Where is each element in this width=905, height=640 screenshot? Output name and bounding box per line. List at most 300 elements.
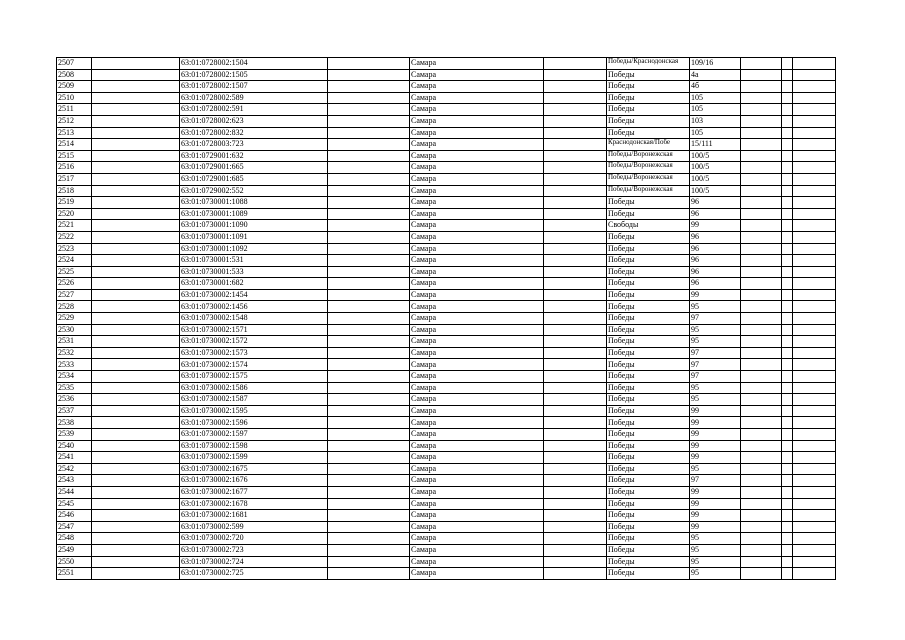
table-row — [57, 556, 836, 568]
blank-cell — [782, 255, 793, 267]
row-number-cell: 2513 — [57, 127, 92, 139]
house-cell: 99 — [690, 498, 741, 510]
blank-cell — [92, 533, 180, 545]
blank-cell — [741, 150, 782, 162]
table-row — [57, 452, 836, 464]
blank-cell — [741, 405, 782, 417]
blank-cell — [544, 347, 607, 359]
street-cell: Победы — [607, 556, 690, 568]
blank-cell — [92, 58, 180, 70]
blank-cell — [544, 231, 607, 243]
blank-cell — [782, 568, 793, 580]
blank-cell — [793, 220, 836, 232]
blank-cell — [92, 185, 180, 197]
street-cell: Победы — [607, 359, 690, 371]
table-row — [57, 440, 836, 452]
row-number-cell: 2520 — [57, 208, 92, 220]
table-row — [57, 429, 836, 441]
cadastral-number-cell: 63:01:0730001:1089 — [180, 208, 328, 220]
street-cell: Краснодонская/Побе — [607, 139, 690, 151]
blank-cell — [793, 382, 836, 394]
blank-cell — [92, 278, 180, 290]
blank-cell — [544, 58, 607, 70]
house-cell: 99 — [690, 452, 741, 464]
blank-cell — [544, 475, 607, 487]
blank-cell — [92, 313, 180, 325]
row-number-cell: 2527 — [57, 289, 92, 301]
blank-cell — [544, 266, 607, 278]
street-cell: Победы — [607, 266, 690, 278]
blank-cell — [793, 255, 836, 267]
cadastral-number-cell: 63:01:0730001:533 — [180, 266, 328, 278]
house-cell: 95 — [690, 556, 741, 568]
cadastral-number-cell: 63:01:0730002:1596 — [180, 417, 328, 429]
blank-cell — [544, 521, 607, 533]
table-row — [57, 173, 836, 185]
blank-cell — [782, 313, 793, 325]
blank-cell — [782, 289, 793, 301]
blank-cell — [782, 359, 793, 371]
blank-cell — [328, 486, 410, 498]
row-number-cell: 2511 — [57, 104, 92, 116]
blank-cell — [92, 289, 180, 301]
blank-cell — [92, 92, 180, 104]
blank-cell — [328, 521, 410, 533]
row-number-cell: 2543 — [57, 475, 92, 487]
blank-cell — [92, 544, 180, 556]
city-cell: Самара — [410, 301, 544, 313]
blank-cell — [328, 220, 410, 232]
blank-cell — [782, 69, 793, 81]
blank-cell — [328, 173, 410, 185]
blank-cell — [328, 394, 410, 406]
blank-cell — [328, 162, 410, 174]
cadastral-number-cell: 63:01:0730002:724 — [180, 556, 328, 568]
city-cell: Самара — [410, 324, 544, 336]
cadastral-number-cell: 63:01:0730002:1587 — [180, 394, 328, 406]
cadastral-number-cell: 63:01:0728002:591 — [180, 104, 328, 116]
cadastral-number-cell: 63:01:0730002:725 — [180, 568, 328, 580]
row-number-cell: 2516 — [57, 162, 92, 174]
house-cell: 95 — [690, 301, 741, 313]
blank-cell — [92, 150, 180, 162]
blank-cell — [544, 81, 607, 93]
blank-cell — [782, 521, 793, 533]
house-cell: 100/5 — [690, 162, 741, 174]
city-cell: Самара — [410, 463, 544, 475]
blank-cell — [544, 301, 607, 313]
blank-cell — [741, 104, 782, 116]
blank-cell — [793, 301, 836, 313]
blank-cell — [782, 429, 793, 441]
city-cell: Самара — [410, 452, 544, 464]
blank-cell — [793, 115, 836, 127]
cadastral-number-cell: 63:01:0728002:832 — [180, 127, 328, 139]
city-cell: Самара — [410, 150, 544, 162]
street-cell: Победы — [607, 394, 690, 406]
row-number-cell: 2518 — [57, 185, 92, 197]
blank-cell — [793, 463, 836, 475]
cadastral-number-cell: 63:01:0730002:1599 — [180, 452, 328, 464]
blank-cell — [782, 544, 793, 556]
blank-cell — [782, 127, 793, 139]
street-cell: Победы — [607, 255, 690, 267]
row-number-cell: 2514 — [57, 139, 92, 151]
blank-cell — [741, 197, 782, 209]
house-cell: 4б — [690, 81, 741, 93]
table-row — [57, 544, 836, 556]
city-cell: Самара — [410, 197, 544, 209]
blank-cell — [741, 382, 782, 394]
blank-cell — [92, 429, 180, 441]
house-cell: 99 — [690, 220, 741, 232]
street-cell: Победы/Краснодонская — [607, 58, 690, 70]
cadastral-number-cell: 63:01:0730002:1548 — [180, 313, 328, 325]
blank-cell — [782, 463, 793, 475]
house-cell: 103 — [690, 115, 741, 127]
house-cell: 96 — [690, 208, 741, 220]
blank-cell — [92, 336, 180, 348]
blank-cell — [741, 394, 782, 406]
blank-cell — [741, 278, 782, 290]
blank-cell — [328, 463, 410, 475]
blank-cell — [793, 452, 836, 464]
street-cell: Победы — [607, 278, 690, 290]
street-cell: Свободы — [607, 220, 690, 232]
blank-cell — [793, 440, 836, 452]
blank-cell — [328, 544, 410, 556]
blank-cell — [544, 544, 607, 556]
street-cell: Победы — [607, 81, 690, 93]
blank-cell — [92, 382, 180, 394]
street-cell: Победы — [607, 127, 690, 139]
house-cell: 97 — [690, 475, 741, 487]
blank-cell — [782, 139, 793, 151]
street-cell: Победы/Воронежская — [607, 162, 690, 174]
blank-cell — [328, 231, 410, 243]
blank-cell — [782, 475, 793, 487]
street-cell: Победы — [607, 440, 690, 452]
street-cell: Победы — [607, 336, 690, 348]
cadastral-number-cell: 63:01:0730001:1088 — [180, 197, 328, 209]
blank-cell — [544, 92, 607, 104]
blank-cell — [92, 347, 180, 359]
blank-cell — [741, 336, 782, 348]
blank-cell — [544, 150, 607, 162]
house-cell: 97 — [690, 359, 741, 371]
blank-cell — [92, 127, 180, 139]
blank-cell — [793, 544, 836, 556]
blank-cell — [793, 394, 836, 406]
table-row — [57, 289, 836, 301]
blank-cell — [782, 371, 793, 383]
house-cell: 95 — [690, 463, 741, 475]
blank-cell — [92, 81, 180, 93]
blank-cell — [793, 208, 836, 220]
blank-cell — [92, 220, 180, 232]
table-row — [57, 417, 836, 429]
blank-cell — [782, 394, 793, 406]
table-row — [57, 359, 836, 371]
cadastral-number-cell: 63:01:0730002:1575 — [180, 371, 328, 383]
street-cell: Победы — [607, 231, 690, 243]
house-cell: 99 — [690, 429, 741, 441]
city-cell: Самара — [410, 568, 544, 580]
blank-cell — [782, 92, 793, 104]
blank-cell — [544, 463, 607, 475]
city-cell: Самара — [410, 208, 544, 220]
blank-cell — [92, 568, 180, 580]
blank-cell — [793, 336, 836, 348]
city-cell: Самара — [410, 486, 544, 498]
street-cell: Победы — [607, 429, 690, 441]
row-number-cell: 2522 — [57, 231, 92, 243]
cadastral-number-cell: 63:01:0730002:1595 — [180, 405, 328, 417]
cadastral-number-cell: 63:01:0730002:1678 — [180, 498, 328, 510]
city-cell: Самара — [410, 220, 544, 232]
table-row — [57, 568, 836, 580]
blank-cell — [328, 197, 410, 209]
blank-cell — [741, 266, 782, 278]
blank-cell — [544, 452, 607, 464]
house-cell: 100/5 — [690, 150, 741, 162]
city-cell: Самара — [410, 417, 544, 429]
blank-cell — [544, 556, 607, 568]
blank-cell — [544, 405, 607, 417]
row-number-cell: 2531 — [57, 336, 92, 348]
city-cell: Самара — [410, 371, 544, 383]
row-number-cell: 2551 — [57, 568, 92, 580]
blank-cell — [92, 463, 180, 475]
table-row — [57, 266, 836, 278]
house-cell: 109/16 — [690, 58, 741, 70]
blank-cell — [544, 220, 607, 232]
blank-cell — [741, 220, 782, 232]
blank-cell — [92, 173, 180, 185]
city-cell: Самара — [410, 139, 544, 151]
blank-cell — [328, 266, 410, 278]
blank-cell — [544, 440, 607, 452]
row-number-cell: 2510 — [57, 92, 92, 104]
blank-cell — [92, 452, 180, 464]
blank-cell — [741, 81, 782, 93]
cadastral-number-cell: 63:01:0729002:552 — [180, 185, 328, 197]
blank-cell — [328, 324, 410, 336]
blank-cell — [92, 405, 180, 417]
row-number-cell: 2508 — [57, 69, 92, 81]
table-row — [57, 521, 836, 533]
city-cell: Самара — [410, 255, 544, 267]
blank-cell — [741, 313, 782, 325]
city-cell: Самара — [410, 347, 544, 359]
blank-cell — [782, 220, 793, 232]
table-row — [57, 208, 836, 220]
blank-cell — [793, 243, 836, 255]
house-cell: 99 — [690, 510, 741, 522]
blank-cell — [328, 336, 410, 348]
blank-cell — [793, 556, 836, 568]
blank-cell — [782, 197, 793, 209]
blank-cell — [793, 405, 836, 417]
row-number-cell: 2530 — [57, 324, 92, 336]
cadastral-number-cell: 63:01:0730001:1091 — [180, 231, 328, 243]
blank-cell — [741, 498, 782, 510]
blank-cell — [741, 127, 782, 139]
blank-cell — [544, 313, 607, 325]
blank-cell — [782, 324, 793, 336]
blank-cell — [92, 162, 180, 174]
blank-cell — [793, 266, 836, 278]
row-number-cell: 2528 — [57, 301, 92, 313]
blank-cell — [328, 382, 410, 394]
blank-cell — [741, 58, 782, 70]
house-cell: 95 — [690, 544, 741, 556]
house-cell: 105 — [690, 127, 741, 139]
blank-cell — [544, 197, 607, 209]
street-cell: Победы/Воронежская — [607, 185, 690, 197]
blank-cell — [544, 486, 607, 498]
blank-cell — [793, 313, 836, 325]
street-cell: Победы — [607, 197, 690, 209]
house-cell: 4а — [690, 69, 741, 81]
blank-cell — [328, 475, 410, 487]
blank-cell — [328, 429, 410, 441]
cadastral-number-cell: 63:01:0730002:1677 — [180, 486, 328, 498]
table-row — [57, 231, 836, 243]
city-cell: Самара — [410, 533, 544, 545]
cadastral-number-cell: 63:01:0728003:723 — [180, 139, 328, 151]
blank-cell — [741, 544, 782, 556]
cadastral-number-cell: 63:01:0730002:1572 — [180, 336, 328, 348]
blank-cell — [544, 115, 607, 127]
row-number-cell: 2532 — [57, 347, 92, 359]
blank-cell — [741, 429, 782, 441]
blank-cell — [793, 510, 836, 522]
blank-cell — [92, 498, 180, 510]
house-cell: 97 — [690, 371, 741, 383]
table-row — [57, 139, 836, 151]
blank-cell — [782, 58, 793, 70]
blank-cell — [741, 243, 782, 255]
blank-cell — [782, 115, 793, 127]
table-row — [57, 104, 836, 116]
blank-cell — [92, 197, 180, 209]
blank-cell — [793, 197, 836, 209]
blank-cell — [741, 452, 782, 464]
table-row — [57, 150, 836, 162]
cadastral-number-cell: 63:01:0730002:1571 — [180, 324, 328, 336]
blank-cell — [328, 417, 410, 429]
cadastral-number-cell: 63:01:0728002:1507 — [180, 81, 328, 93]
blank-cell — [741, 568, 782, 580]
cadastral-number-cell: 63:01:0730002:1456 — [180, 301, 328, 313]
blank-cell — [328, 405, 410, 417]
row-number-cell: 2535 — [57, 382, 92, 394]
blank-cell — [741, 521, 782, 533]
city-cell: Самара — [410, 382, 544, 394]
cadastral-number-cell: 63:01:0730002:1675 — [180, 463, 328, 475]
blank-cell — [793, 92, 836, 104]
row-number-cell: 2538 — [57, 417, 92, 429]
row-number-cell: 2526 — [57, 278, 92, 290]
cadastral-number-cell: 63:01:0729001:685 — [180, 173, 328, 185]
blank-cell — [544, 394, 607, 406]
street-cell: Победы/Воронежская — [607, 173, 690, 185]
blank-cell — [328, 289, 410, 301]
row-number-cell: 2519 — [57, 197, 92, 209]
blank-cell — [328, 313, 410, 325]
street-cell: Победы — [607, 92, 690, 104]
blank-cell — [782, 301, 793, 313]
blank-cell — [92, 301, 180, 313]
cadastral-number-cell: 63:01:0728002:623 — [180, 115, 328, 127]
blank-cell — [544, 104, 607, 116]
table-row — [57, 58, 836, 70]
blank-cell — [782, 208, 793, 220]
row-number-cell: 2515 — [57, 150, 92, 162]
blank-cell — [544, 185, 607, 197]
blank-cell — [793, 58, 836, 70]
blank-cell — [741, 324, 782, 336]
blank-cell — [741, 510, 782, 522]
blank-cell — [793, 371, 836, 383]
blank-cell — [92, 486, 180, 498]
cadastral-number-cell: 63:01:0730002:599 — [180, 521, 328, 533]
blank-cell — [793, 173, 836, 185]
blank-cell — [544, 429, 607, 441]
house-cell: 95 — [690, 336, 741, 348]
blank-cell — [328, 498, 410, 510]
cadastral-number-cell: 63:01:0730002:1454 — [180, 289, 328, 301]
row-number-cell: 2524 — [57, 255, 92, 267]
city-cell: Самара — [410, 556, 544, 568]
cadastral-number-cell: 63:01:0728002:589 — [180, 92, 328, 104]
blank-cell — [782, 417, 793, 429]
street-cell: Победы — [607, 208, 690, 220]
street-cell: Победы — [607, 533, 690, 545]
cadastral-number-cell: 63:01:0730002:1573 — [180, 347, 328, 359]
blank-cell — [544, 69, 607, 81]
city-cell: Самара — [410, 278, 544, 290]
house-cell: 99 — [690, 405, 741, 417]
blank-cell — [782, 533, 793, 545]
house-cell: 97 — [690, 347, 741, 359]
blank-cell — [782, 162, 793, 174]
city-cell: Самара — [410, 162, 544, 174]
house-cell: 99 — [690, 521, 741, 533]
blank-cell — [741, 231, 782, 243]
house-cell: 100/5 — [690, 173, 741, 185]
blank-cell — [782, 266, 793, 278]
blank-cell — [328, 58, 410, 70]
blank-cell — [92, 104, 180, 116]
blank-cell — [328, 347, 410, 359]
table-row — [57, 382, 836, 394]
house-cell: 95 — [690, 382, 741, 394]
cadastral-number-cell: 63:01:0730002:1597 — [180, 429, 328, 441]
table-row — [57, 69, 836, 81]
blank-cell — [544, 255, 607, 267]
blank-cell — [328, 92, 410, 104]
table-row — [57, 336, 836, 348]
street-cell: Победы — [607, 382, 690, 394]
blank-cell — [741, 359, 782, 371]
blank-cell — [544, 336, 607, 348]
blank-cell — [782, 382, 793, 394]
blank-cell — [92, 231, 180, 243]
row-number-cell: 2536 — [57, 394, 92, 406]
blank-cell — [741, 173, 782, 185]
